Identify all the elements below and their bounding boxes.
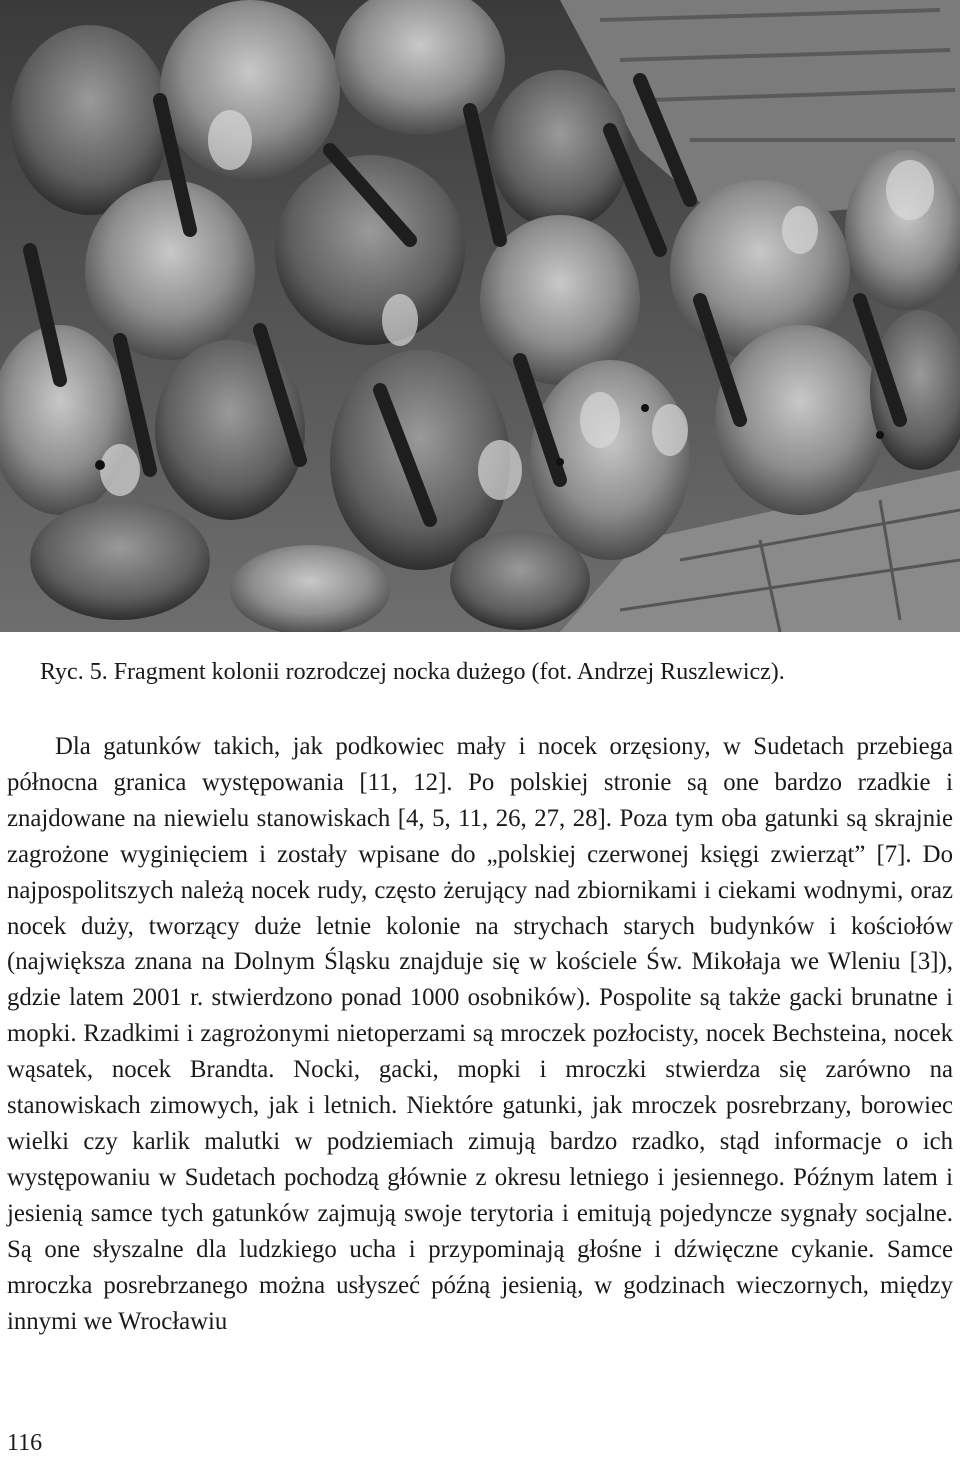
figure-caption: Ryc. 5. Fragment kolonii rozrodczej nocka dużego (fot. Andrzej Ruszlewicz). — [40, 659, 785, 685]
body-paragraph: Dla gatunków takich, jak podkowiec mały i nocek orzęsiony, w Sudetach przebiega północna granica występowania [11, 12]. Po polskiej stronie są one bardzo rzadkie i znajdowane na niewielu stanowiskach [4, 5, 11, 26, 27, 28]. Poza tym oba gatunki są skrajnie zagrożone wyginięciem i zostały wpisane do „polskiej czerwonej księgi zwierząt” [7]. Do najpospolitszych należą nocek rudy, często żerujący nad zbiornikami i ciekami wodnymi, oraz nocek duży, tworzący duże letnie kolonie na strychach starych budynków i kościołów (największa znana na Dolnym Śląsku znajduje się w kościele Św. Mikołaja we Wleniu [3]), gdzie latem 2001 r. stwierdzono ponad 1000 osobników). Pospolite są także gacki brunatne i mopki. Rzadkimi i zagrożonymi nietoperzami są mroczek pozłocisty, nocek Bechsteina, nocek wąsatek, nocek Brandta. Nocki, gacki, mopki i mroczki stwierdza się zarówno na stanowiskach zimowych, jak i letnich. Niektóre gatunki, jak mroczek posrebrzany, borowiec wielki czy karlik malutki w podziemiach zimują bardzo rzadko, stąd informacje o ich występowaniu w Sudetach pochodzą głównie z okresu letniego i jesiennego. Późnym latem i jesienią samce tych gatunków zajmują swoje terytoria i emitują pojedyncze sygnały socjalne. Są one słyszalne dla ludzkiego ucha i przypominają głośne i dźwięczne cykanie. Samce mroczka posrebrzanego można usłyszeć późną jesienią, w godzinach wieczornych, między innymi we Wrocławiu — [7, 733, 953, 1335]
page-number: 116 — [7, 1430, 43, 1456]
bat-colony-illustration — [0, 0, 960, 632]
bat-colony-photo — [0, 0, 960, 632]
